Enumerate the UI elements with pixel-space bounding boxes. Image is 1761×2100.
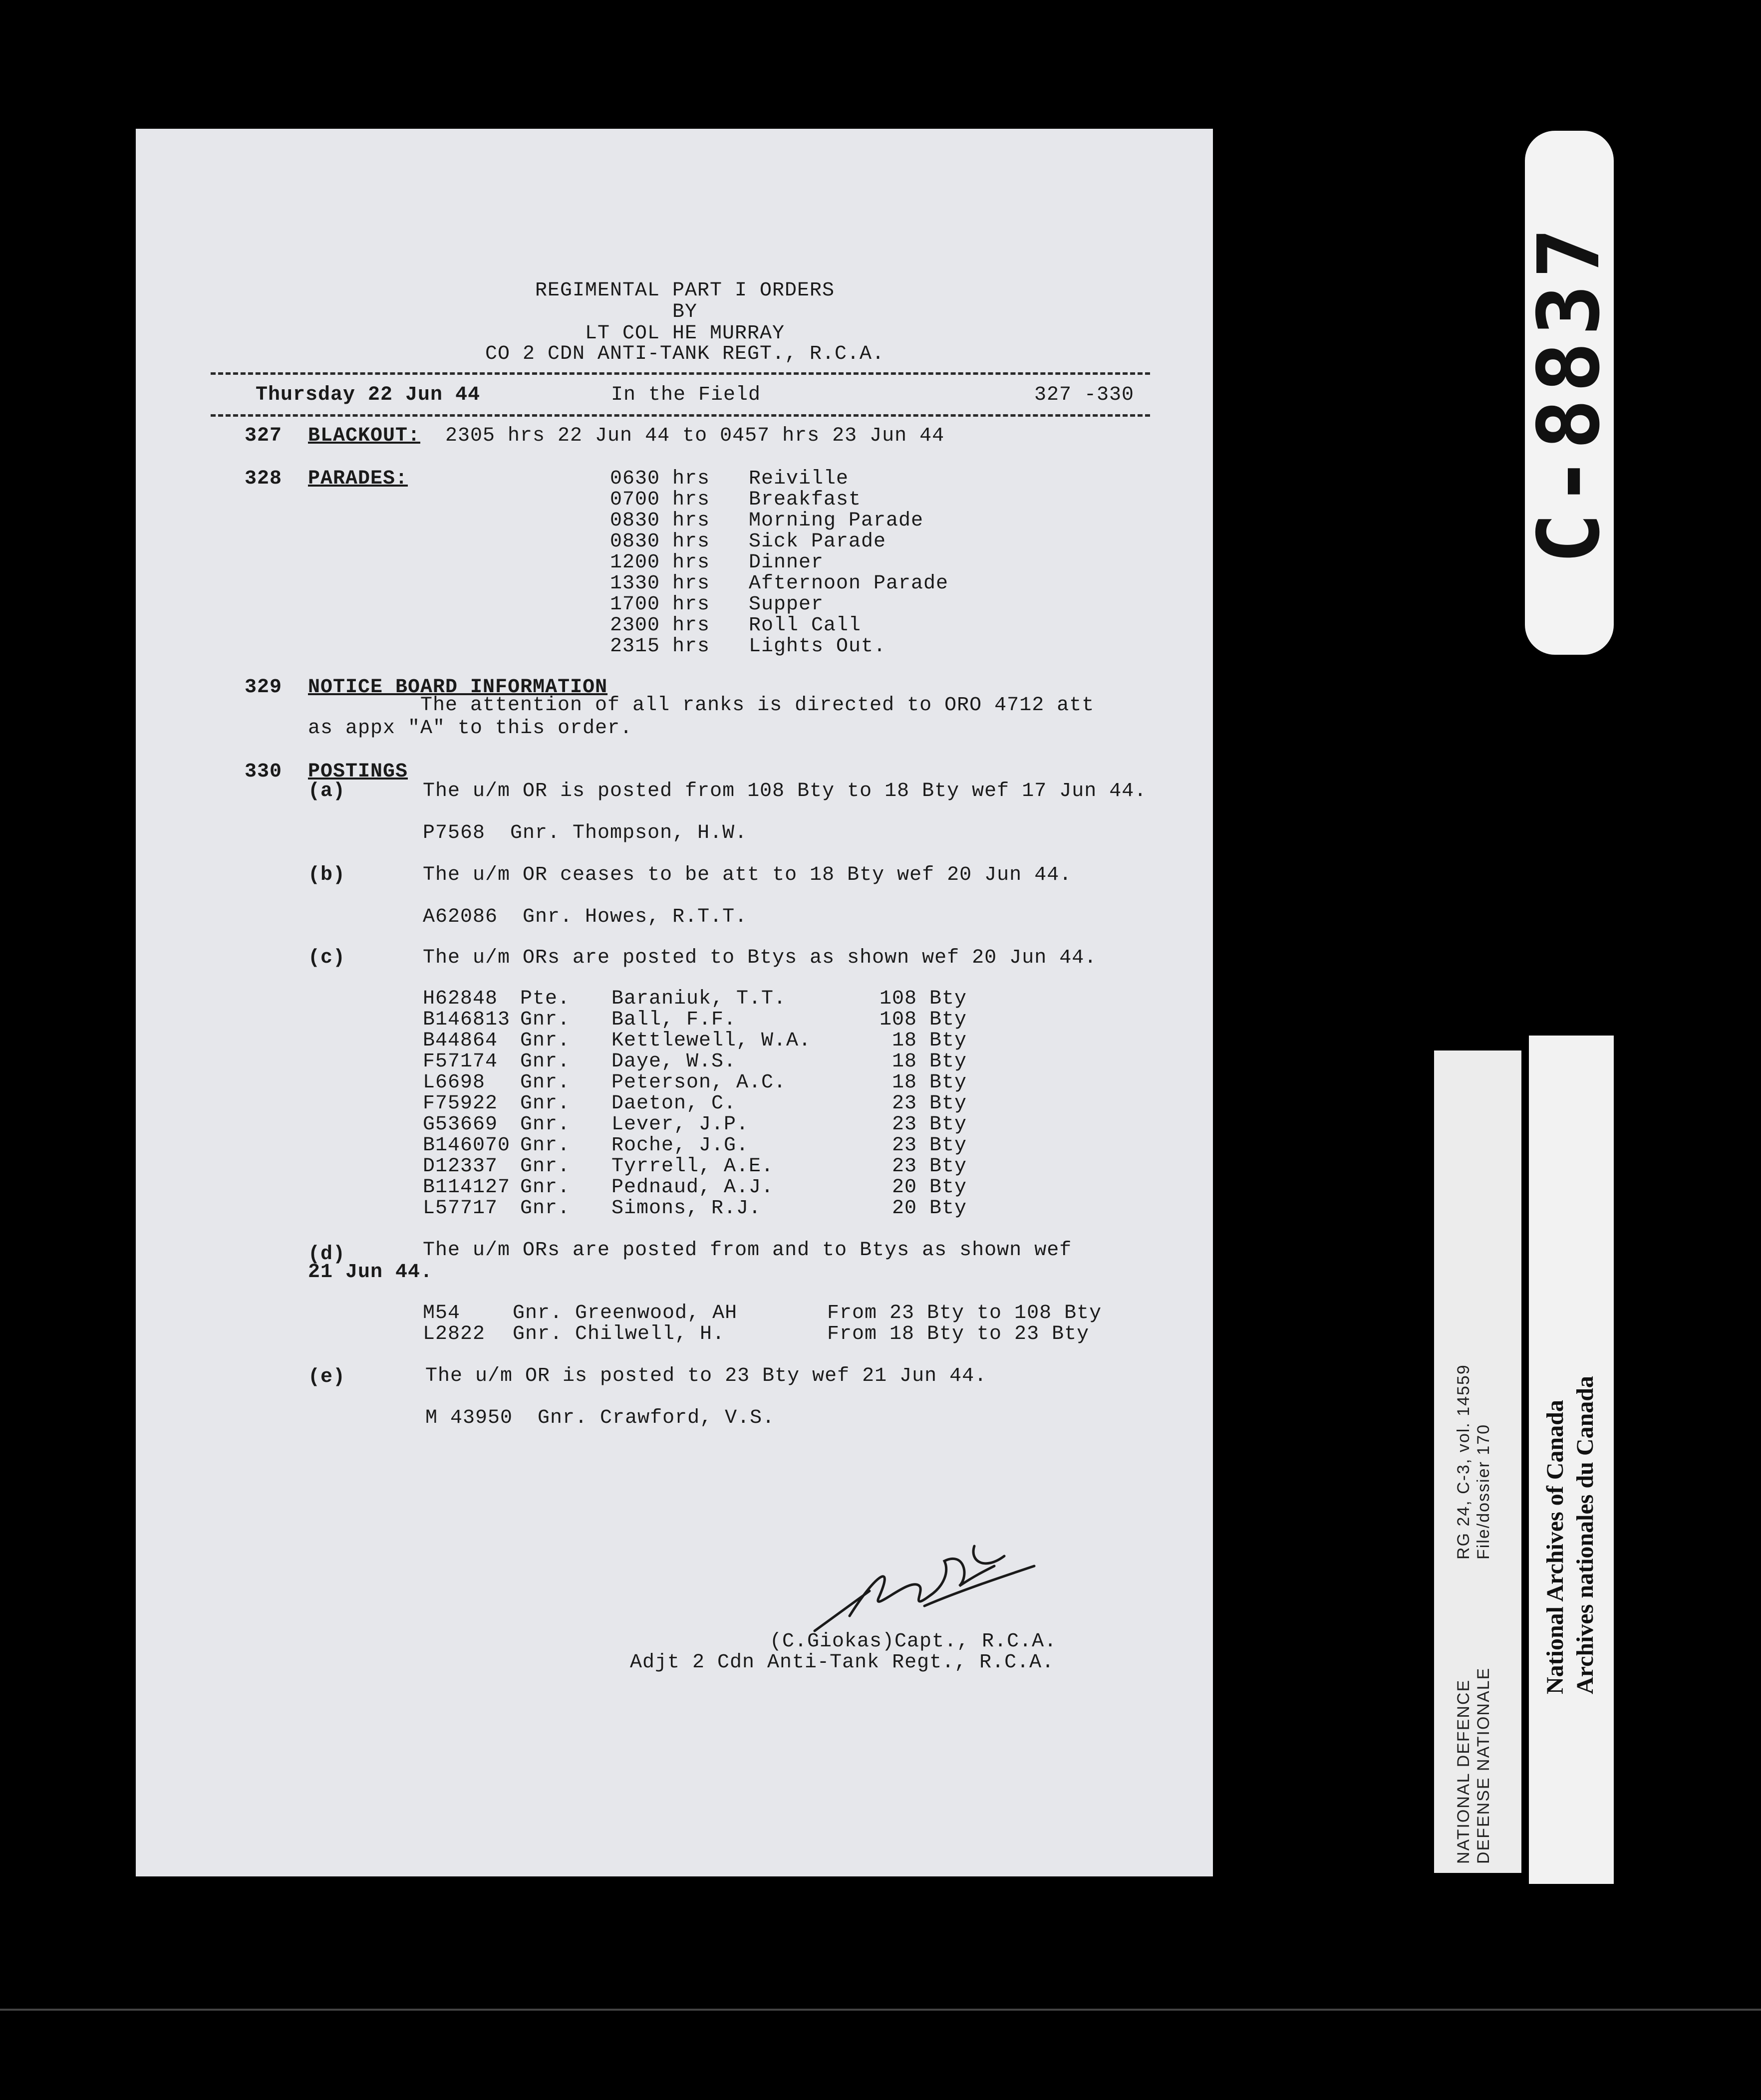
service-number: F75922	[423, 1092, 498, 1115]
parade-event: Dinner	[749, 551, 824, 574]
rank: Gnr.	[520, 1030, 571, 1052]
soldier-name: Simons, R.J.	[611, 1197, 762, 1220]
parade-time: 1330 hrs	[610, 572, 710, 595]
battery: 18 Bty	[891, 1030, 967, 1052]
rank: Gnr.	[520, 1071, 571, 1094]
header-line-3: LT COL HE MURRAY	[585, 322, 785, 345]
soldier-name: Pednaud, A.J.	[611, 1176, 774, 1199]
rank: Gnr.	[520, 1009, 571, 1031]
battery: 23 Bty	[891, 1092, 967, 1115]
sub-item-label: (b)	[308, 864, 346, 886]
item-number: 327	[245, 425, 283, 447]
rank: Gnr.	[520, 1050, 571, 1073]
header-line-2: BY	[672, 301, 697, 323]
header-line-1: REGIMENTAL PART I ORDERS	[535, 279, 835, 302]
battery: 18 Bty	[891, 1071, 967, 1094]
battery: 23 Bty	[891, 1113, 967, 1136]
parade-event: Breakfast	[749, 489, 862, 511]
battery: 108 Bty	[879, 988, 967, 1010]
sub-item-text: The u/m OR ceases to be att to 18 Bty wef 20 Jun 44.	[423, 864, 1072, 886]
service-number: D12337	[423, 1155, 498, 1178]
rank: Gnr.	[520, 1113, 571, 1136]
signatory-title: Adjt 2 Cdn Anti-Tank Regt., R.C.A.	[630, 1651, 1055, 1674]
rank: Gnr.	[520, 1176, 571, 1199]
blackout-text: 2305 hrs 22 Jun 44 to 0457 hrs 23 Jun 44	[445, 425, 945, 447]
soldier-name: Gnr. Greenwood, AH	[513, 1302, 738, 1324]
service-number: G53669	[423, 1113, 498, 1136]
header-line-4: CO 2 CDN ANTI-TANK REGT., R.C.A.	[485, 343, 885, 365]
order-date: Thursday 22 Jun 44	[256, 384, 481, 406]
service-number: F57174	[423, 1050, 498, 1073]
film-reel-number: C-8837	[1520, 221, 1619, 564]
soldier-name: Baraniuk, T.T.	[611, 988, 787, 1010]
notice-text-1: The attention of all ranks is directed to ORO 4712 att	[420, 694, 1095, 717]
sub-item-text-cont: 21 Jun 44.	[308, 1261, 433, 1284]
rank: Pte.	[520, 988, 571, 1010]
archive-name-en: National Archives of Canada	[1542, 1400, 1568, 1694]
archive-label-institution	[1529, 1036, 1614, 1884]
service-number: B146070	[423, 1134, 511, 1157]
parade-time: 1200 hrs	[610, 551, 710, 574]
parade-time: 0700 hrs	[610, 489, 710, 511]
top-rule	[211, 372, 1150, 375]
sub-item-label: (d)	[308, 1243, 346, 1266]
battery: 20 Bty	[891, 1176, 967, 1199]
parade-time: 0830 hrs	[610, 530, 710, 553]
signature-image	[795, 1516, 1044, 1641]
item-number: 330	[245, 761, 283, 783]
parade-event: Morning Parade	[749, 510, 924, 532]
posting-move: From 18 Bty to 23 Bty	[827, 1323, 1090, 1345]
battery: 23 Bty	[891, 1155, 967, 1178]
rank: Gnr.	[520, 1092, 571, 1115]
archive-reference-1: RG 24, C-3, vol. 14559	[1454, 1364, 1473, 1560]
item-heading: NOTICE BOARD INFORMATION	[308, 676, 608, 699]
item-number: 328	[245, 468, 283, 490]
item-heading: BLACKOUT:	[308, 425, 421, 447]
notice-text-2: as appx "A" to this order.	[308, 717, 633, 740]
archive-label-reference	[1434, 1050, 1521, 1873]
service-number: L6698	[423, 1071, 486, 1094]
person-line: P7568 Gnr. Thompson, H.W.	[423, 822, 748, 844]
bottom-rule	[211, 414, 1150, 417]
soldier-name: Tyrrell, A.E.	[611, 1155, 774, 1178]
service-number: L57717	[423, 1197, 498, 1220]
service-number: B44864	[423, 1030, 498, 1052]
battery: 108 Bty	[879, 1009, 967, 1031]
rank: Gnr.	[520, 1134, 571, 1157]
service-number: L2822	[423, 1323, 486, 1345]
order-location: In the Field	[611, 384, 761, 406]
sub-item-label: (c)	[308, 947, 346, 969]
soldier-name: Gnr. Chilwell, H.	[513, 1323, 725, 1345]
service-number: B114127	[423, 1176, 511, 1199]
sub-item-text: The u/m OR is posted to 23 Bty wef 21 Jun 44.	[425, 1365, 987, 1387]
item-heading: POSTINGS	[308, 761, 408, 783]
parade-event: Afternoon Parade	[749, 572, 949, 595]
rank: Gnr.	[520, 1155, 571, 1178]
posting-move: From 23 Bty to 108 Bty	[827, 1302, 1102, 1324]
soldier-name: Ball, F.F.	[611, 1009, 737, 1031]
soldier-name: Daye, W.S.	[611, 1050, 737, 1073]
frame-divider	[0, 2009, 1761, 2011]
parade-time: 2300 hrs	[610, 614, 710, 637]
soldier-name: Lever, J.P.	[611, 1113, 749, 1136]
sub-item-text: The u/m OR is posted from 108 Bty to 18 Bty wef 17 Jun 44.	[423, 780, 1147, 802]
parade-time: 2315 hrs	[610, 635, 710, 658]
department-fr: DEFENSE NATIONALE	[1474, 1667, 1493, 1864]
item-heading: PARADES:	[308, 468, 408, 490]
parade-event: Sick Parade	[749, 530, 886, 553]
sub-item-label: (e)	[308, 1366, 346, 1388]
parade-event: Lights Out.	[749, 635, 886, 658]
parade-event: Reiville	[749, 468, 849, 490]
service-number: M54	[423, 1302, 461, 1324]
document-page	[136, 129, 1213, 1876]
film-reel-number-strip	[1520, 131, 1619, 655]
service-number: B146813	[423, 1009, 511, 1031]
battery: 20 Bty	[891, 1197, 967, 1220]
service-number: H62848	[423, 988, 498, 1010]
soldier-name: Peterson, A.C.	[611, 1071, 787, 1094]
sub-item-text: The u/m ORs are posted to Btys as shown wef 20 Jun 44.	[423, 947, 1097, 969]
parade-event: Roll Call	[749, 614, 862, 637]
soldier-name: Roche, J.G.	[611, 1134, 749, 1157]
signatory-name: (C.Giokas)Capt., R.C.A.	[770, 1630, 1057, 1653]
item-number: 329	[245, 676, 283, 699]
battery: 23 Bty	[891, 1134, 967, 1157]
order-range: 327 -330	[1034, 384, 1134, 406]
soldier-name: Daeton, C.	[611, 1092, 737, 1115]
person-line: A62086 Gnr. Howes, R.T.T.	[423, 906, 748, 928]
parade-event: Supper	[749, 593, 824, 616]
archive-name-fr: Archives nationales du Canada	[1572, 1376, 1598, 1694]
department-en: NATIONAL DEFENCE	[1454, 1679, 1473, 1864]
rank: Gnr.	[520, 1197, 571, 1220]
sub-item-text: The u/m ORs are posted from and to Btys as shown wef	[423, 1239, 1072, 1262]
sub-item-label: (a)	[308, 780, 346, 802]
parade-time: 0630 hrs	[610, 468, 710, 490]
person-line: M 43950 Gnr. Crawford, V.S.	[425, 1407, 775, 1429]
soldier-name: Kettlewell, W.A.	[611, 1030, 812, 1052]
battery: 18 Bty	[891, 1050, 967, 1073]
archive-reference-2: File/dossier 170	[1474, 1423, 1493, 1560]
parade-time: 1700 hrs	[610, 593, 710, 616]
parade-time: 0830 hrs	[610, 510, 710, 532]
